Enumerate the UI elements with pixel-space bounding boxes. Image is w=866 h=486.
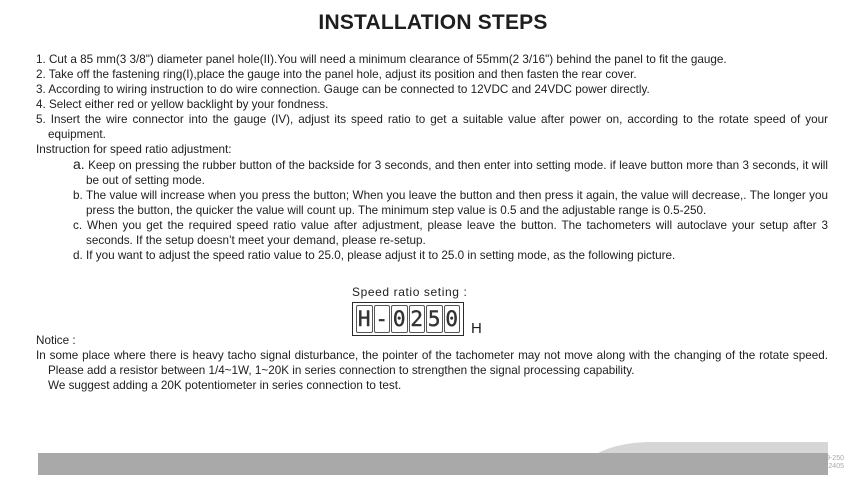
sub-step-marker: a.	[73, 156, 85, 172]
sub-step-d	[73, 248, 828, 263]
adjustment-sub-steps	[73, 157, 828, 263]
sub-step-marker: b.	[73, 189, 83, 202]
step-4: 4. Select either red or yellow backlight by your fondness.	[36, 98, 329, 111]
step-5: 5. Insert the wire connector into the gauge (IV), adjust its speed ratio to get a suitable value after power on, according to the rotate speed of your equipment.	[36, 113, 828, 141]
notice-line: We suggest adding a 20K potentiometer in series connection to test.	[48, 379, 402, 392]
footer-bar-band	[38, 453, 828, 475]
lcd-digit: 0	[445, 307, 459, 331]
display-unit: H	[471, 320, 482, 337]
footer-code	[819, 455, 844, 471]
instruction-title: Instruction for speed ratio adjustment:	[36, 143, 232, 156]
display-label: Speed ratio seting :	[352, 285, 468, 299]
sub-step-text: If you want to adjust the speed ratio value to 25.0, please adjust it to 25.0 in setting mode, as the following picture.	[86, 249, 676, 262]
sub-step-c	[73, 218, 828, 248]
sub-step-text: The value will increase when you press the button; When you leave the button and then press it again, the value will decrease,. The longer you press the button, the quicker the value will count up. The minimum step value is 0.5 and the adjustable range is 0.5-250.	[85, 189, 829, 217]
speed-ratio-display	[352, 285, 482, 336]
page-title: INSTALLATION STEPS	[318, 11, 548, 34]
sub-step-a	[73, 157, 828, 188]
lcd-digit: H	[357, 307, 371, 331]
step-3: 3. According to wiring instruction to do wire connection. Gauge can be connected to 12VDC and 24VDC power directly.	[36, 83, 650, 96]
step-1: 1. Cut a 85 mm(3 3/8") diameter panel hole(II).You will need a minimum clearance of 55mm(2 3/16") behind the panel to fit the gauge.	[36, 53, 727, 66]
sub-step-text: When you get the required speed ratio value after adjustment, please leave the button. The tachometers will autoclave your setup after 3 seconds. If the setup doesn’t meet your demand, please re-setup.	[86, 219, 828, 247]
footer-code-line: 0-9-250	[819, 455, 844, 462]
sub-step-text: Keep on pressing the rubber button of the backside for 3 seconds, and then enter into setting mode. if leave button more than 3 seconds, it will be out of setting mode.	[86, 159, 829, 187]
footer-code-line: SY2405	[819, 463, 844, 470]
sub-step-marker: c.	[73, 219, 83, 232]
lcd-digit: 2	[410, 307, 424, 331]
display-row	[352, 302, 482, 336]
footer-bar-shadow	[38, 442, 828, 453]
lcd-screen	[352, 302, 464, 336]
lcd-digit: 5	[427, 307, 441, 331]
installation-steps	[36, 52, 828, 263]
sub-step-marker: d.	[73, 249, 83, 262]
notice-title: Notice :	[36, 334, 76, 347]
lcd-digit: 0	[392, 307, 406, 331]
lcd-digit: -	[375, 307, 389, 331]
notice-section	[36, 333, 828, 393]
step-2: 2. Take off the fastening ring(I),place the gauge into the panel hole, adjust its position and then fasten the rear cover.	[36, 68, 637, 81]
notice-line: In some place where there is heavy tacho signal disturbance, the pointer of the tachometer may not move along with the changing of the rotate speed. Please add a resistor between 1/4~1W, 1~20K in series connection to strengthen the signal processing capability.	[36, 349, 828, 377]
sub-step-b	[73, 188, 828, 218]
footer-bar	[38, 441, 828, 475]
